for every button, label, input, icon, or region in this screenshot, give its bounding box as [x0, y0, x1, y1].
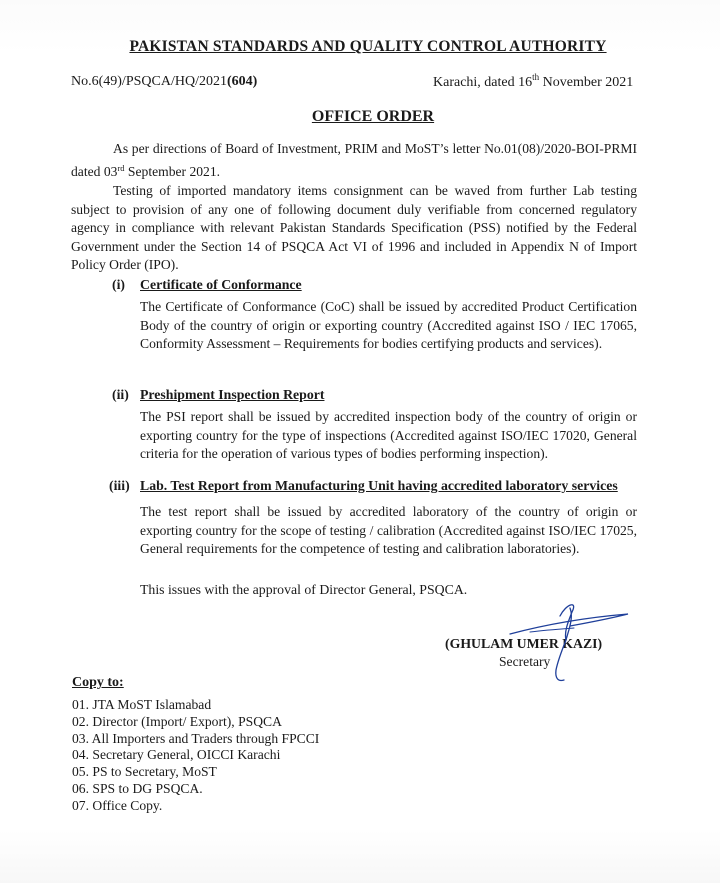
list-item: 01. JTA MoST Islamabad — [72, 697, 212, 712]
list-item: 05. PS to Secretary, MoST — [72, 764, 217, 780]
copy-to-heading: Copy to: — [72, 675, 124, 690]
item-title: Certificate of Conformance — [140, 277, 302, 292]
handwritten-signature — [500, 596, 640, 686]
intro-text-a: As per directions of Board of Investment, PRIM and MoST’s letter No.01(08)/2020-BOI-PRMI dated 03 — [71, 141, 637, 179]
list-item: 07. Office Copy. — [72, 797, 163, 813]
document-title: OFFICE ORDER — [311, 108, 435, 125]
reference-number — [71, 74, 257, 90]
reference-prefix: No.6(49)/PSQCA/HQ/2021 — [71, 74, 227, 89]
item-body-coc: The Certificate of Conformance (CoC) shall be issued by accredited Product Certification Body of the country of origin or exporting country (Accredited against ISO / IEC 17065, Conformity Assessment – Requirements for bodies certifying products and services). — [140, 299, 637, 352]
intro-text-b: September 2021. — [124, 163, 221, 179]
reference-serial: (604) — [226, 74, 258, 89]
item-heading-lab-report — [109, 478, 618, 494]
date-ordinal: th — [532, 72, 540, 82]
item-number: (iii) — [109, 478, 130, 493]
issue-date — [433, 72, 633, 91]
item-heading-coc — [112, 277, 302, 293]
date-prefix: Karachi, dated 16 — [433, 75, 533, 90]
list-item: 03. All Importers and Traders through FPCCI — [72, 730, 320, 746]
item-number: (ii) — [112, 387, 129, 402]
testing-paragraph: Testing of imported mandatory items consignment can be waved from further Lab testing subject to provision of any one of following document duly verifiable from concerned regulatory agency in compliance with relevant Pakistan Standards Specification (PSS) notified by the Federal Government under the Section 14 of PSQCA Act VI of 1996 and included in Appendix N of Import Policy Order (IPO). — [71, 183, 637, 272]
copy-to-list — [72, 697, 319, 815]
organization-heading: PAKISTAN STANDARDS AND QUALITY CONTROL AUTHORITY — [129, 38, 607, 55]
intro-paragraph — [71, 140, 637, 181]
item-body-psi: The PSI report shall be issued by accredited inspection body of the country of origin or exporting country for the type of inspections (Accredited against ISO/IEC 17020, General criteria for the operation of various types of bodies performing inspection). — [140, 409, 637, 462]
item-number: (i) — [112, 277, 126, 292]
item-title: Lab. Test Report from Manufacturing Unit having accredited laboratory services — [140, 478, 618, 493]
intro-ordinal: rd — [117, 162, 125, 173]
item-body-lab-report: The test report shall be issued by accredited laboratory of the country of origin or exporting country for the scope of testing / calibration (Accredited against ISO/IEC 17025, General requirements for the competence of testing and calibration laboratories). — [140, 504, 637, 557]
item-title: Preshipment Inspection Report — [140, 387, 325, 402]
item-heading-psi — [112, 387, 324, 403]
list-item: 06. SPS to DG PSQCA. — [72, 780, 203, 796]
date-suffix: November 2021 — [539, 75, 634, 90]
list-item: 02. Director (Import/ Export), PSQCA — [72, 713, 282, 729]
signatory-name: (GHULAM UMER KAZI) — [445, 636, 603, 651]
list-item: 04. Secretary General, OICCI Karachi — [72, 747, 281, 763]
approval-statement: This issues with the approval of Director General, PSQCA. — [140, 582, 468, 597]
signatory-title: Secretary — [499, 654, 551, 669]
